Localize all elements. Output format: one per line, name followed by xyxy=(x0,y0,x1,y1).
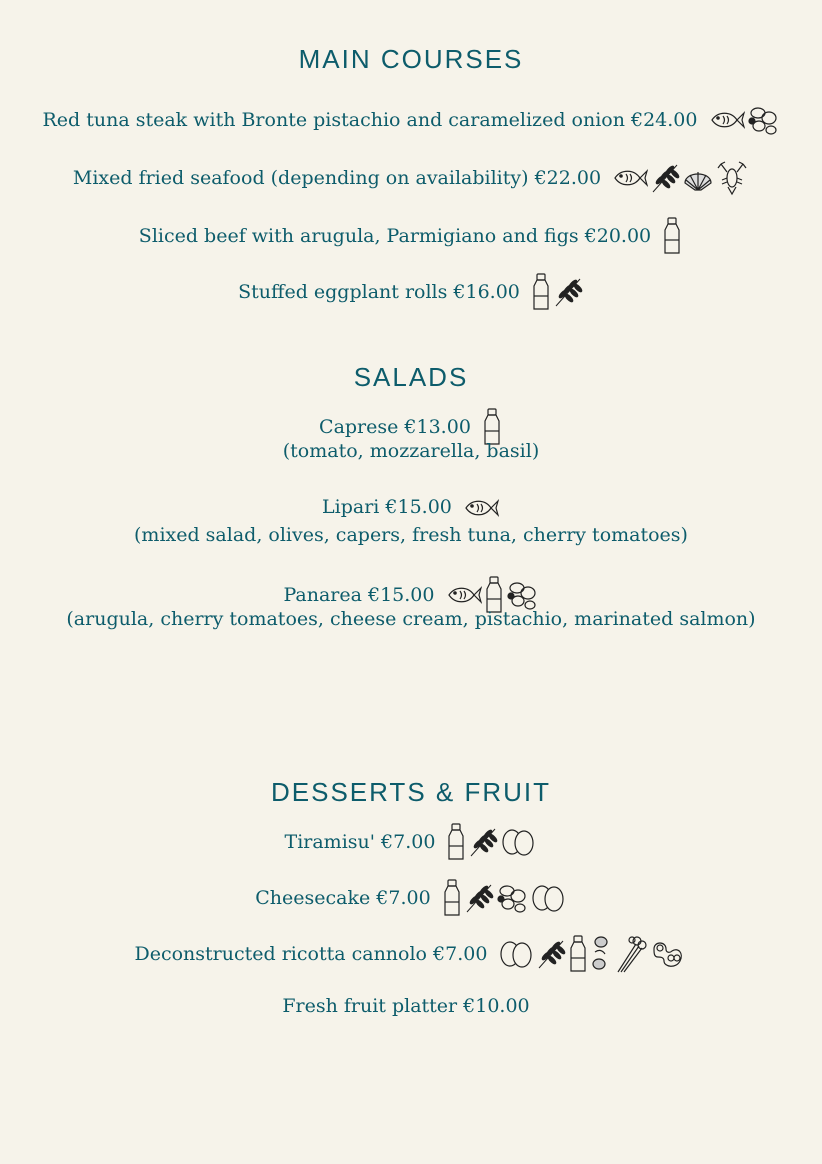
main-item-3-text: Sliced beef with arugula, Parmigiano and figs €20.00 xyxy=(138,225,652,247)
nuts-icon xyxy=(505,583,539,605)
eggs-icon xyxy=(499,830,537,852)
salad-item-2-desc: (mixed salad, olives, capers, fresh tuna, cherry tomatoes) xyxy=(134,524,688,546)
milk-bottle-icon xyxy=(530,280,552,302)
salad-item-2-text: Lipari €15.00 xyxy=(322,496,452,518)
soy-icon xyxy=(589,942,611,964)
salad-item-3-desc: (arugula, cherry tomatoes, cheese cream, pistachio, marinated salmon) xyxy=(66,608,756,630)
salad-item-1-desc: (tomato, mozzarella, basil) xyxy=(282,440,540,462)
main-item-3 xyxy=(0,216,822,256)
lobster-icon xyxy=(715,166,749,188)
main-courses-heading: MAIN COURSES xyxy=(298,44,524,74)
desserts-heading: DESSERTS & FRUIT xyxy=(270,777,551,807)
eggs-icon xyxy=(497,942,535,964)
main-item-1 xyxy=(0,104,822,136)
salads-heading: SALADS xyxy=(353,362,469,392)
dessert-item-2 xyxy=(0,878,822,918)
milk-bottle-icon xyxy=(441,886,463,908)
dessert-item-2-text: Cheesecake €7.00 xyxy=(255,887,431,909)
dessert-item-3 xyxy=(0,934,822,974)
dessert-item-1 xyxy=(0,822,822,862)
nuts-icon xyxy=(495,886,529,908)
dessert-item-3-text: Deconstructed ricotta cannolo €7.00 xyxy=(134,943,488,965)
shell-icon xyxy=(681,166,715,188)
main-item-2-text: Mixed fried seafood (depending on availability) €22.00 xyxy=(72,167,602,189)
dessert-item-1-text: Tiramisu' €7.00 xyxy=(284,831,436,853)
peanut-icon xyxy=(649,942,687,964)
dessert-item-4-text: Fresh fruit platter €10.00 xyxy=(282,995,530,1017)
main-item-2 xyxy=(0,160,822,196)
fish-icon xyxy=(708,108,746,130)
milk-bottle-icon xyxy=(567,942,589,964)
main-item-1-text: Red tuna steak with Bronte pistachio and caramelized onion €24.00 xyxy=(42,109,698,131)
wheat-icon xyxy=(649,166,681,188)
eggs-icon xyxy=(529,886,567,908)
wheat-icon xyxy=(463,886,495,908)
wheat-icon xyxy=(467,830,499,852)
fish-icon xyxy=(611,166,649,188)
salad-item-3-text: Panarea €15.00 xyxy=(283,584,435,606)
milk-bottle-icon xyxy=(483,583,505,605)
salad-item-1-text: Caprese €13.00 xyxy=(319,416,471,438)
wheat-icon xyxy=(535,942,567,964)
wheat-icon xyxy=(552,280,584,302)
main-item-4 xyxy=(0,272,822,312)
salad-item-2 xyxy=(0,491,822,522)
milk-bottle-icon xyxy=(661,224,683,246)
celery-icon xyxy=(611,942,649,964)
dessert-item-4 xyxy=(0,990,822,1021)
main-item-4-text: Stuffed eggplant rolls €16.00 xyxy=(238,281,520,303)
milk-bottle-icon xyxy=(445,830,467,852)
fish-icon xyxy=(445,583,483,605)
milk-bottle-icon xyxy=(481,415,503,437)
fish-icon xyxy=(462,496,500,518)
nuts-icon xyxy=(746,108,780,130)
